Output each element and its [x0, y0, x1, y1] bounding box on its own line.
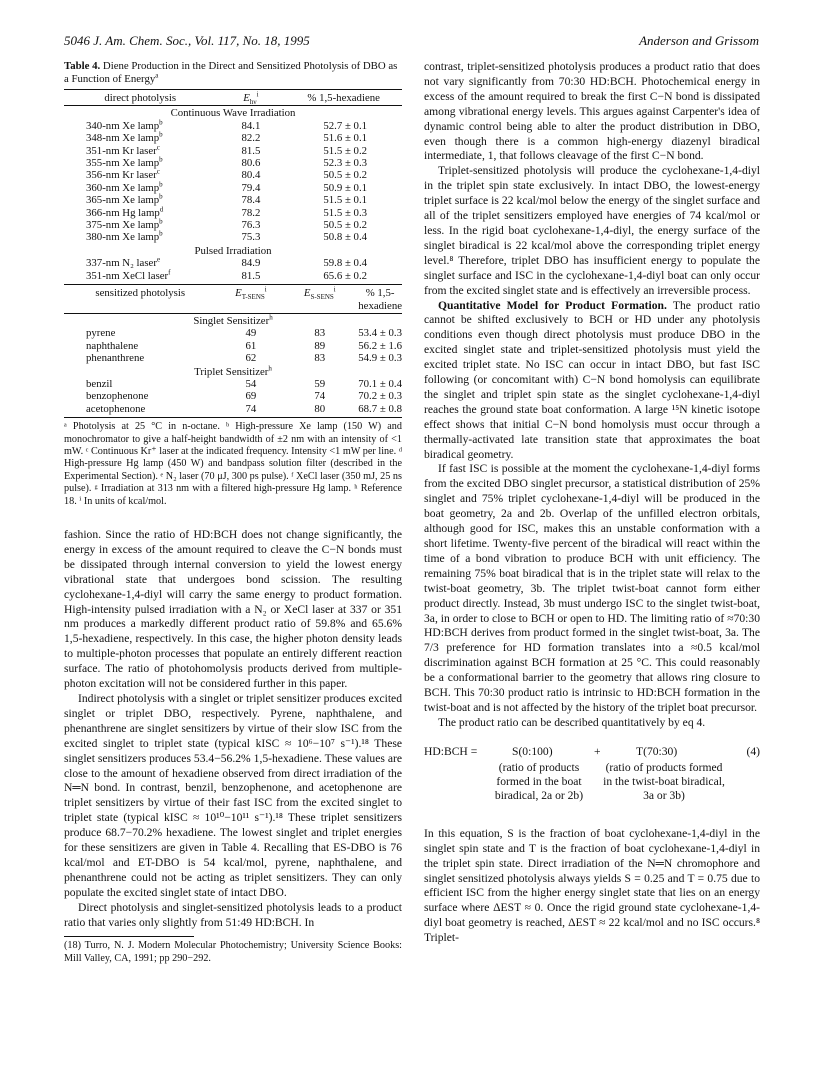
triplet-section: Triplet Sensitizer$^h$ [194, 363, 272, 378]
row-pct: 53.4 ± 0.3 [358, 327, 402, 340]
row-pct: 50.9 ± 0.1 [323, 181, 368, 194]
row-energy: 80.6 [241, 157, 261, 170]
right-paragraph-5: The product ratio can be described quantitatively by eq 4. [438, 715, 706, 729]
row-pct: 50.5 ± 0.2 [323, 169, 368, 182]
table-row [64, 403, 402, 418]
table-row [64, 327, 402, 339]
table-row [64, 231, 402, 243]
row-pct: 65.6 ± 0.2 [285, 270, 402, 285]
row-source: 356-nm Kr laser$^c$ [86, 167, 160, 182]
es-col-header: $E_{S-SENS}^i$ [285, 285, 354, 314]
row-energy: 78.2 [241, 206, 261, 219]
row-energy: 84.9 [241, 257, 261, 270]
direct-header-row [64, 90, 402, 106]
row-source: 380-nm Xe lamp$^b$ [86, 229, 163, 244]
table-row [64, 219, 402, 231]
row-pct: 51.5 ± 0.1 [323, 194, 368, 207]
row-energy: 80.4 [241, 169, 261, 182]
table-row [64, 169, 402, 181]
sens-header-row [64, 285, 402, 314]
left-paragraph-2: Indirect photolysis with a singlet or triplet sensitizer produces excited singlet or triplet DBO, respectively. Pyrene, naphthalene, and phenanthrene are singlet sensitizers by virtue of their slow ISC from the excited singlet to triplet state (typical kISC ≈ 10⁶−10⁷ s⁻¹).¹⁸ These singlet sensitizers produces 53.4−56.2% 1,5-hexadiene. These values are close to the amount of hexadiene observed from direct irradiation of the N═N bond. In contrast, benzil, benzophenone, and acetophenone are triplet sensitizers by virtue of their fast ISC from the excited singlet to triplet state (typical kISC ≈ 10¹⁰−10¹¹ s⁻¹).¹⁸ These triplet sensitizers produce 68.7−70.2% hexadiene. The lowest singlet and triplet energies for these sensitizers are given in Table 4. Recalling that ES-DBO is 76 kcal/mol and ET-DBO is 54 kcal/mol, pyrene, naphthalene, and phenanthrene could not be acting as triplet sensitizers. They can only populate the excited singlet state of intact DBO. [64, 691, 402, 899]
footnote-rule [64, 936, 194, 937]
row-et: 74 [216, 403, 285, 418]
row-source: 360-nm Xe lamp$^b$ [86, 180, 163, 194]
table-caption-text: Diene Production in the Direct and Sensitized Photolysis of DBO as a Function of Energy [64, 60, 398, 85]
row-energy: 76.3 [241, 219, 261, 232]
sens-col-header: sensitized photolysis [64, 285, 216, 314]
left-paragraph-3: Direct photolysis and singlet-sensitized photolysis leads to a product ratio that varies only slightly from 51:49 HD:BCH. In [64, 900, 402, 929]
row-sensitizer: acetophenone [64, 403, 216, 418]
eq-s-term: S(0:100) [512, 744, 553, 758]
right-paragraph-3-text: The product ratio cannot be shifted exclusively to BCH or HD under any photolysis conditions even though direct photolysis must produce DBO in the excited singlet state and triplet-sensitized photolysis must yield the excited triplet state. No ISC can occur in intact DBO, but fast ISC following (or concomitant with) C−N bond homolysis can equilibrate the singlet and triplet spin state as the singlet cyclohexane-1,4-diyl reaches the ground state boat conformation. A large ¹⁵N kinetic isotope effect shows that initial C−N bond homolysis must occur through a thermally-activated late transition state that approximates the boat biradical geometry. [424, 298, 760, 461]
row-energy: 81.5 [241, 144, 261, 157]
table-caption-sup: a [155, 71, 159, 80]
row-et: 49 [245, 327, 257, 340]
row-energy: 81.5 [216, 270, 285, 285]
singlet-section: Singlet Sensitizer$^h$ [193, 313, 273, 327]
row-et: 69 [245, 390, 257, 403]
row-energy: 75.3 [241, 231, 261, 244]
row-et: 62 [245, 352, 257, 365]
row-source: 340-nm Xe lamp$^b$ [86, 118, 163, 132]
row-es: 83 [314, 352, 326, 365]
row-pct: 52.3 ± 0.3 [323, 157, 368, 170]
row-source: 351-nm XeCl laser$^f$ [64, 270, 216, 285]
table-row [64, 132, 402, 144]
row-pct: 68.7 ± 0.8 [354, 403, 402, 418]
row-es: 74 [314, 390, 326, 403]
right-paragraph-1: contrast, triplet-sensitized photolysis produces a product ratio that does not vary significantly from 70:30 HD:BCH. Photochemical energy in excess of the amount required to break the first C−N bond is dissipated among vibrational energy levels. This argues against Carpenter's idea of dynamic control being able to alter the product distribution in DBO, even though there is a common high-energy diazenyl biradical intermediate, 1, that follows cleavage of the first C−N bond. [424, 60, 760, 163]
row-sensitizer: naphthalene [86, 339, 139, 352]
table-row [64, 257, 402, 269]
row-sensitizer: benzil [86, 377, 113, 390]
row-et: 54 [245, 377, 257, 390]
row-energy: 78.4 [241, 194, 261, 207]
direct-col-header: direct photolysis [64, 90, 216, 106]
left-paragraph-1: fashion. Since the ratio of HD:BCH does not change significantly, the energy in excess of the amount required to cleave the C−N bonds must be dissipated through internal conversion to yield the lowest energy vibrational state that undergoes bond scission. The resulting cyclohexane-1,4-diyl will carry the same energy to product formation. High-intensity pulsed irradiation with a N₂ or XeCl laser at 337 or 351 nm produces a markedly different product ratio of 59.8% and 65.6% 1,5-hexadiene, respectively. In this case, the higher photon density leads to multiple-photon processes that populate an entirely different reaction surface. The ratio of photohomolysis products derived from multiple-photon excitation will not be considered further in this paper. [64, 528, 402, 691]
row-pct: 51.5 ± 0.2 [323, 144, 368, 157]
sens-pct-header: % 1,5-hexadiene [354, 285, 402, 314]
eq-lhs: HD:BCH = [424, 744, 478, 758]
row-source: 365-nm Xe lamp$^b$ [86, 192, 163, 207]
row-energy: 79.4 [241, 181, 261, 194]
header-authors: Anderson and Grissom [639, 33, 759, 48]
header-citation: 5046 J. Am. Chem. Soc., Vol. 117, No. 18, 1995 [64, 33, 310, 48]
table-label: Table 4. [64, 60, 101, 72]
right-column [424, 60, 760, 946]
section-heading: Quantitative Model for Product Formation. [438, 298, 667, 312]
et-col-header: $E_{T-SENS}^i$ [216, 285, 285, 314]
table-4 [64, 89, 402, 418]
eq-s-note: (ratio of products formed in the boat biradical, 2a or 2b) [494, 760, 584, 802]
row-energy: 82.2 [241, 132, 261, 145]
row-es: 80 [285, 403, 354, 418]
row-pct: 54.9 ± 0.3 [358, 352, 402, 365]
eq-number: (4) [746, 744, 760, 758]
table-row [64, 182, 402, 194]
row-source: 351-nm Kr laser$^c$ [86, 143, 160, 157]
triplet-section-label: Triplet Sensitizer [194, 365, 269, 378]
row-source: 375-nm Xe lamp$^b$ [86, 217, 163, 232]
table-row [64, 157, 402, 169]
row-es: 59 [314, 377, 326, 390]
reference-18: (18) Turro, N. J. Modern Molecular Photochemistry; University Science Books: Mill Valley, CA, 1991; pp 290−292. [64, 940, 402, 964]
pulsed-section [64, 244, 402, 257]
right-paragraph-4: If fast ISC is possible at the moment the cyclohexane-1,4-diyl forms from the excited DBO singlet precursor, a statistical distribution of 25% singlet and 75% triplet cyclohexane-1,4-diyl will be produced in the boat geometry, 2a and 2b. Overlap of the unfilled electron orbitals, although good for ISC, makes this an unstable conformation with a short lifetime. Twenty-five percent of the biradical will react within the time of a bond vibration to produce BCH with unit efficiency. The remaining 75% boat biradical that is in the triplet state will relax to the twist-boat geometry, 3b. The triplet twist-boat cannot form either product directly. Instead, 3b must undergo ISC to the singlet twist-boat, 3a, in order to close to BCH or open to HD. The limiting ratio of ≈70:30 HD:BCH derives from product formed in the singlet twist-boat, 3a. The 7/3 preference for HD formation translates into a ≈0.5 kcal/mol discrimination against BCH formation at 25 °C. This could reasonably be a conformational barrier to the geometry that allows ring closure to BCH. This 70:30 product ratio is intrinsic to HD:BCH formation in the twist-boat and is not affected by the history of the triplet boat precursor. [424, 462, 760, 714]
table-row [64, 390, 402, 402]
row-pct: 70.1 ± 0.4 [358, 377, 402, 390]
row-source: 337-nm N₂ laser$^e$ [86, 255, 161, 270]
eq-t-term: T(70:30) [636, 744, 678, 758]
row-energy: 84.1 [241, 119, 261, 132]
cw-section [64, 106, 402, 120]
table-footnotes: ᵃ Photolysis at 25 °C in n-octane. ᵇ High-pressure Xe lamp (150 W) and monochromator to give a half-height bandwidth of ±2 nm with an intensity of <1 mW. ᶜ Continuous Kr⁺ laser at the indicated frequency. Intensity <1 mW per line. ᵈ High-pressure Hg lamp (450 W) and bandpass solution filter (described in the Experimental Section). ᵉ N₂ laser (70 μJ, 300 ps pulse). ᶠ XeCl laser (350 mJ, 25 ns pulse). ᵍ Irradiation at 313 nm with a filtered high-pressure Hg lamp. ʰ Reference 18. ⁱ In units of kcal/mol. [64, 421, 402, 507]
row-et: 61 [245, 339, 257, 352]
row-pct: 59.8 ± 0.4 [323, 257, 368, 270]
row-pct: 70.2 ± 0.3 [358, 390, 402, 403]
row-pct: 56.2 ± 1.6 [358, 339, 402, 352]
running-header [64, 33, 759, 51]
table-row [64, 194, 402, 206]
row-pct: 50.5 ± 0.2 [323, 219, 368, 232]
pct-col-header: % 1,5-hexadiene [285, 90, 402, 106]
row-source: 366-nm Hg lamp$^d$ [86, 205, 164, 219]
eq-t-note: (ratio of products formed in the twist-boat biradical, 3a or 3b) [603, 760, 725, 802]
row-sensitizer: benzophenone [86, 390, 149, 403]
table-row [64, 378, 402, 390]
cw-section-label: Continuous Wave Irradiation [170, 107, 296, 120]
pulsed-section-label: Pulsed Irradiation [194, 244, 272, 257]
row-pct: 51.6 ± 0.1 [323, 132, 368, 145]
table-row [64, 352, 402, 364]
row-pct: 51.5 ± 0.3 [323, 206, 368, 219]
row-sensitizer: pyrene [86, 327, 116, 340]
equation-4 [424, 739, 760, 819]
singlet-section-label: Singlet Sensitizer [193, 314, 270, 327]
row-source: 355-nm Xe lamp$^b$ [86, 155, 163, 170]
eq-plus: + [594, 744, 601, 758]
table-caption [64, 60, 402, 86]
row-es: 89 [314, 339, 326, 352]
row-es: 83 [314, 327, 326, 340]
table-row [64, 270, 402, 285]
row-pct: 50.8 ± 0.4 [323, 231, 368, 244]
table-row [64, 120, 402, 132]
table-row [64, 207, 402, 219]
right-paragraph-6: In this equation, S is the fraction of boat cyclohexane-1,4-diyl in the singlet spin state and T is the fraction of boat cyclohexane-1,4-diyl in the triplet spin state. Direct irradiation of the N═N chromophore and singlet sensitized photolysis always yields S = 0.25 and T = 0.75 due to efficient ISC from the higher energy singlet state that lies on an energy surface where ΔEST ≈ 0. Once the rigid ground state cyclohexane-1,4-diyl boat geometry is reached, ΔEST ≈ 22 kcal/mol and no ISC occurs.⁸ Triplet- [424, 826, 760, 945]
table-row [64, 340, 402, 352]
row-sensitizer: phenanthrene [86, 352, 145, 365]
left-column [64, 60, 402, 965]
row-source: 348-nm Xe lamp$^b$ [86, 130, 163, 145]
right-paragraph-2: Triplet-sensitized photolysis will produce the cyclohexane-1,4-diyl in the triplet spin state exclusively. In intact DBO, the lowest-energy triplet surface is 22 kcal/mol below the energy of the singlet surface and all of the triplet sensitizers employed have energies of 74 kcal/mol or less. In the rigid boat cyclohexane-1,4-diyl, the energy surface of the singlet biradical is 22 kcal/mol above the corresponding triplet energy level.⁸ Therefore, triplet DBO has insufficient energy to populate the singlet surface and ISC in the cyclohexane-1,4-diyl boat can only occur from the excited singlet state and is effectively an irreversible process. [424, 164, 760, 297]
right-paragraph-3 [424, 299, 760, 463]
table-row [64, 145, 402, 157]
energy-col-header: $E_{h\nu}^i$ [216, 90, 285, 106]
row-pct: 52.7 ± 0.1 [323, 119, 368, 132]
